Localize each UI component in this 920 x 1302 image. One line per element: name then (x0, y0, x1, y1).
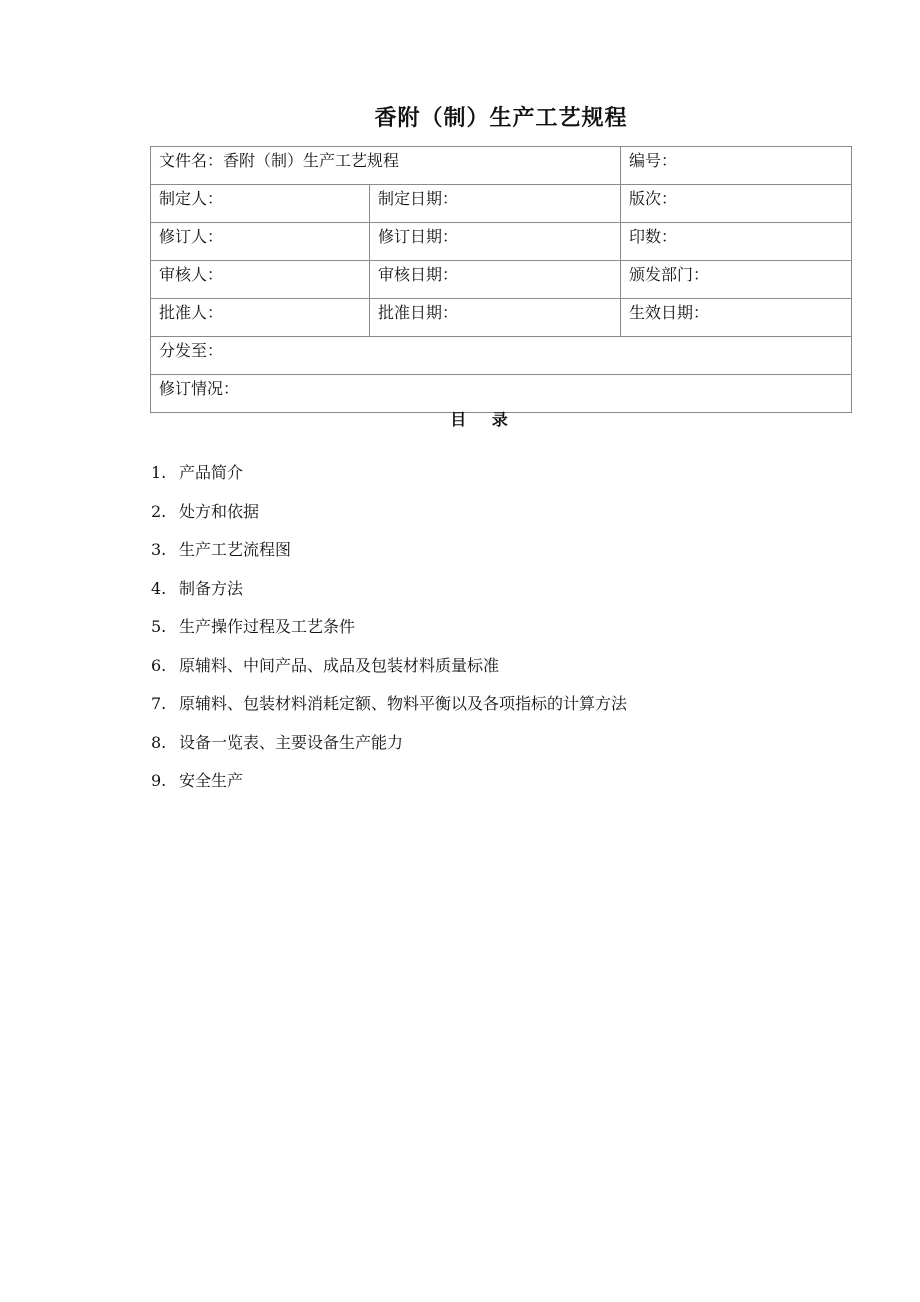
document-info-table (150, 146, 852, 413)
table-row (151, 261, 852, 299)
version-cell: 版次： (621, 185, 852, 223)
approver-cell: 批准人： (151, 299, 370, 337)
toc-item-text: 生产工艺流程图 (179, 540, 292, 559)
effective-date-cell: 生效日期： (621, 299, 852, 337)
audit-date-cell: 审核日期： (370, 261, 621, 299)
toc-item-text: 处方和依据 (179, 501, 260, 521)
table-row (151, 147, 852, 185)
toc-item-number: 1. (151, 463, 167, 482)
toc-item-text: 生产操作过程及工艺条件 (179, 617, 356, 636)
toc-item (151, 652, 627, 691)
toc-item-number: 4. (151, 578, 167, 598)
table-row (151, 185, 852, 223)
approve-date-cell: 批准日期： (370, 299, 621, 337)
auditor-cell: 审核人： (151, 261, 370, 299)
number-cell: 编号： (621, 147, 852, 185)
document-title: 香附（制）生产工艺规程 (374, 106, 628, 131)
toc-item-text: 设备一览表、主要设备生产能力 (179, 732, 404, 752)
toc-item-text: 原辅料、中间产品、成品及包装材料质量标准 (179, 655, 500, 675)
toc-title: 目 录 (450, 410, 518, 429)
toc-item-text: 产品简介 (179, 463, 244, 482)
revise-date-cell: 修订日期： (370, 223, 621, 261)
table-row (151, 299, 852, 337)
table-row (151, 337, 852, 375)
toc-item (151, 690, 627, 729)
table-row (151, 223, 852, 261)
toc-item (151, 575, 627, 614)
toc-item-number: 6. (151, 655, 167, 675)
reviser-cell: 修订人： (151, 223, 370, 261)
toc-item (151, 459, 627, 498)
file-name-cell: 文件名：香附（制）生产工艺规程 (151, 147, 621, 185)
toc-item (151, 767, 627, 806)
revision-status-cell: 修订情况： (151, 375, 852, 413)
toc-item (151, 613, 627, 652)
toc-item-number: 3. (151, 540, 167, 559)
print-count-cell: 印数： (621, 223, 852, 261)
toc-item-number: 7. (151, 694, 167, 713)
draft-date-cell: 制定日期： (370, 185, 621, 223)
toc-item-text: 制备方法 (179, 578, 244, 598)
toc-item-number: 8. (151, 732, 167, 752)
toc-item-number: 2. (151, 501, 167, 521)
toc-item (151, 536, 627, 575)
issuing-dept-cell: 颁发部门： (621, 261, 852, 299)
toc-item (151, 498, 627, 537)
drafter-cell: 制定人： (151, 185, 370, 223)
toc-item-text: 安全生产 (179, 771, 244, 790)
toc-list (151, 459, 627, 806)
distribution-cell: 分发至： (151, 337, 852, 375)
toc-item-number: 9. (151, 771, 167, 790)
toc-item-number: 5. (151, 617, 167, 636)
toc-item-text: 原辅料、包装材料消耗定额、物料平衡以及各项指标的计算方法 (179, 694, 628, 713)
toc-item (151, 729, 627, 768)
